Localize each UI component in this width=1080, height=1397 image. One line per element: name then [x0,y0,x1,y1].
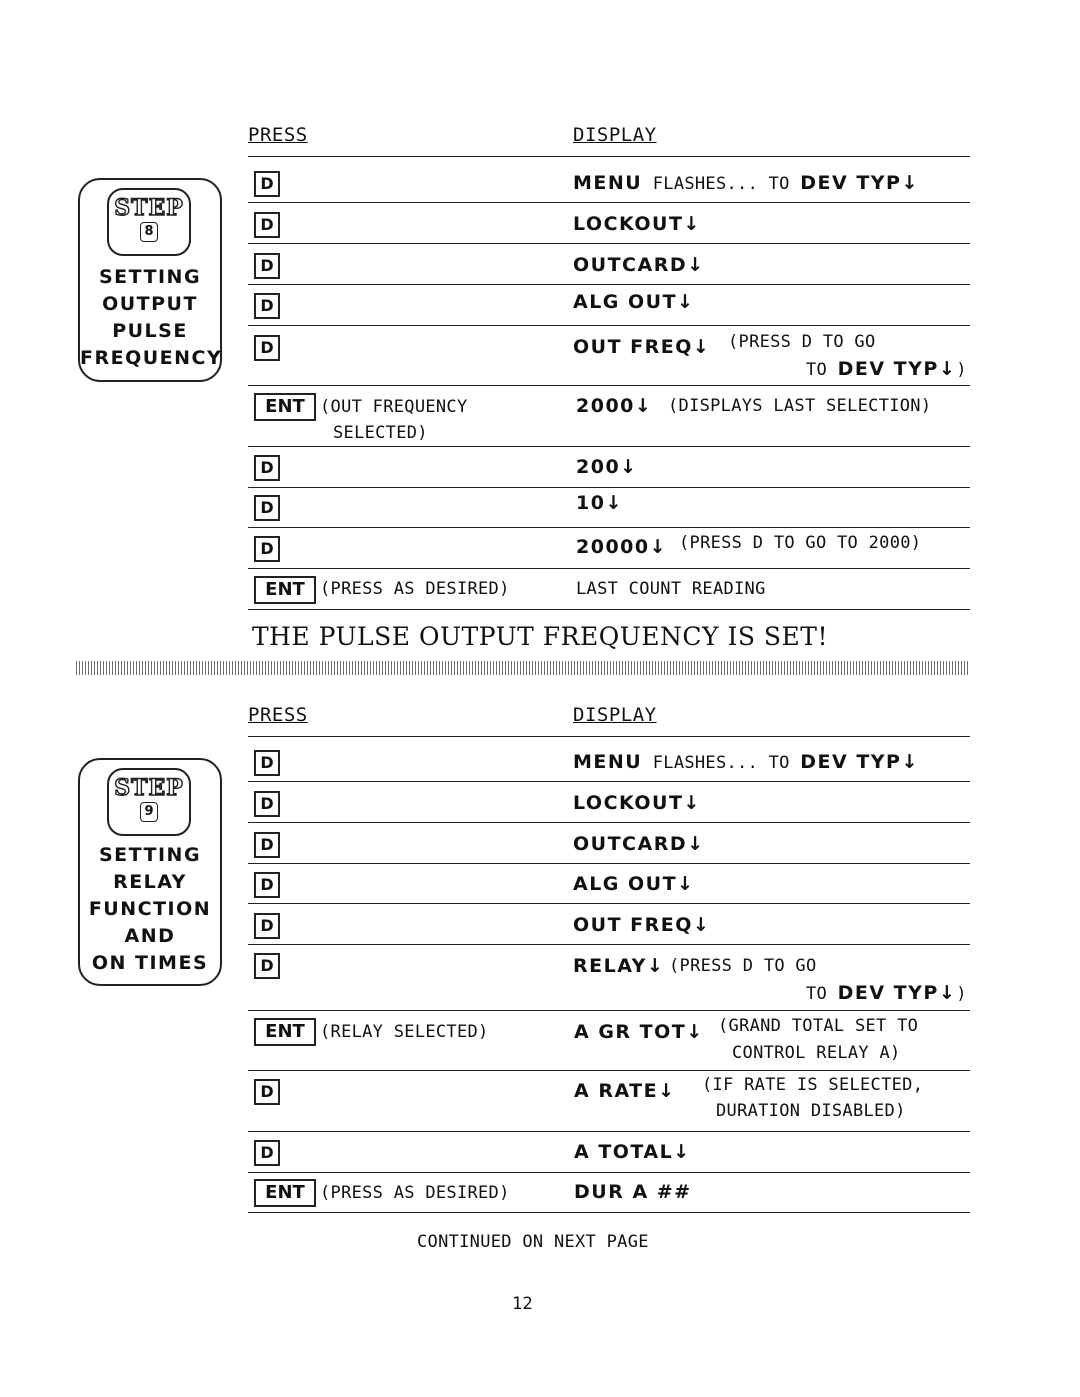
display-normal: FLASHES... TO [642,753,801,773]
display-note: (DISPLAYS LAST SELECTION) [668,396,932,416]
table-rule [248,487,970,488]
d-key: D [254,253,280,279]
display-note: (PRESS D TO GO TO 2000) [679,533,922,553]
display-bold: LOCKOUT↓ [573,213,701,235]
d-key: D [254,872,280,898]
press-note: (PRESS AS DESIRED) [320,579,510,599]
d-key: D [254,536,280,562]
d-key: D [254,750,280,776]
display-bold: A GR TOT↓ [574,1021,704,1043]
press-note: SELECTED) [333,423,428,443]
display-bold: 20000↓ [576,536,668,558]
d-key: D [254,293,280,319]
table-rule [248,1131,970,1132]
display-bold: DEV TYP↓ [837,982,957,1004]
step-8-badge [107,188,191,256]
step-9-title: SETTING RELAY FUNCTION AND ON TIMES [88,844,212,974]
step-8-title: SETTING OUTPUT PULSE FREQUENCY [80,266,223,369]
table-rule [248,568,970,569]
display-bold: ALG OUT↓ [573,873,695,895]
display-bold: MENU [573,172,643,194]
ent-key: ENT [254,393,316,421]
ent-key: ENT [254,576,316,604]
press-note: (OUT FREQUENCY [320,397,468,417]
display-bold: RELAY↓ [573,955,665,977]
d-key: D [254,495,280,521]
table-rule [248,243,970,244]
press-column-header: PRESS [248,124,308,146]
display-note: CONTROL RELAY A) [732,1043,901,1063]
press-note: (PRESS AS DESIRED) [320,1183,510,1203]
display-bold: 200↓ [576,456,638,478]
continued-note: CONTINUED ON NEXT PAGE [417,1232,649,1252]
display-bold: OUTCARD↓ [573,833,705,855]
section-banner: THE PULSE OUTPUT FREQUENCY IS SET! [251,622,829,651]
display-bold: OUT FREQ↓ [573,914,711,936]
display-text [573,172,919,194]
step-8-panel [78,178,222,382]
display-bold: DUR A ## [574,1181,692,1203]
table-rule [248,446,970,447]
d-key: D [254,1140,280,1166]
page-number: 12 [512,1294,534,1314]
step-9-badge [107,768,191,836]
step-badge-number: 8 [140,222,158,242]
table-rule [248,944,970,945]
table-rule [248,156,970,157]
d-key: D [254,455,280,481]
table-rule [248,284,970,285]
display-bold: DEV TYP↓ [800,751,919,773]
display-bold: LOCKOUT↓ [573,792,701,814]
note-text: ) [956,360,967,380]
display-note: DURATION DISABLED) [716,1101,906,1121]
display-bold: OUT FREQ↓ [573,336,711,358]
table-rule [248,1070,970,1071]
display-note: (PRESS D TO GO [669,956,817,976]
d-key: D [254,335,280,361]
table-rule [248,527,970,528]
display-column-header: DISPLAY [573,704,657,726]
table-rule [248,903,970,904]
display-column-header: DISPLAY [573,124,657,146]
display-bold: A TOTAL↓ [574,1141,691,1163]
d-key: D [254,791,280,817]
display-bold: DEV TYP↓ [837,358,957,380]
note-text: ) [956,984,967,1004]
display-note: (IF RATE IS SELECTED, [702,1075,924,1095]
ent-key: ENT [254,1018,316,1046]
press-note: (RELAY SELECTED) [320,1022,489,1042]
table-rule [248,325,970,326]
section-divider [76,661,970,675]
display-note: (PRESS D TO GO [728,332,876,352]
d-key: D [254,953,280,979]
d-key: D [254,212,280,238]
d-key: D [254,171,280,197]
step-badge-word: STEP [114,775,184,801]
table-rule [248,202,970,203]
table-rule [248,1010,970,1011]
display-note [806,358,967,380]
d-key: D [254,1079,280,1105]
display-bold: A RATE↓ [574,1080,676,1102]
display-bold: DEV TYP↓ [800,172,919,194]
note-text: TO [806,984,838,1004]
step-badge-word: STEP [114,195,184,221]
table-rule [248,781,970,782]
d-key: D [254,832,280,858]
display-note [806,982,967,1004]
table-rule [248,1212,970,1213]
table-rule [248,863,970,864]
display-bold: ALG OUT↓ [573,291,695,313]
display-normal: FLASHES... TO [642,174,801,194]
table-rule [248,609,970,610]
display-bold: 10↓ [576,492,623,514]
press-column-header: PRESS [248,704,308,726]
ent-key: ENT [254,1179,316,1207]
display-text [573,751,919,773]
table-rule [248,736,970,737]
display-bold: OUTCARD↓ [573,254,705,276]
display-bold: 2000↓ [576,395,653,417]
note-text: TO [806,360,838,380]
display-normal: LAST COUNT READING [576,579,766,599]
step-badge-number: 9 [140,802,158,822]
step-9-panel [78,758,222,986]
display-bold: MENU [573,751,643,773]
table-rule [248,385,970,386]
table-rule [248,1172,970,1173]
table-rule [248,822,970,823]
d-key: D [254,913,280,939]
display-note: (GRAND TOTAL SET TO [718,1016,919,1036]
